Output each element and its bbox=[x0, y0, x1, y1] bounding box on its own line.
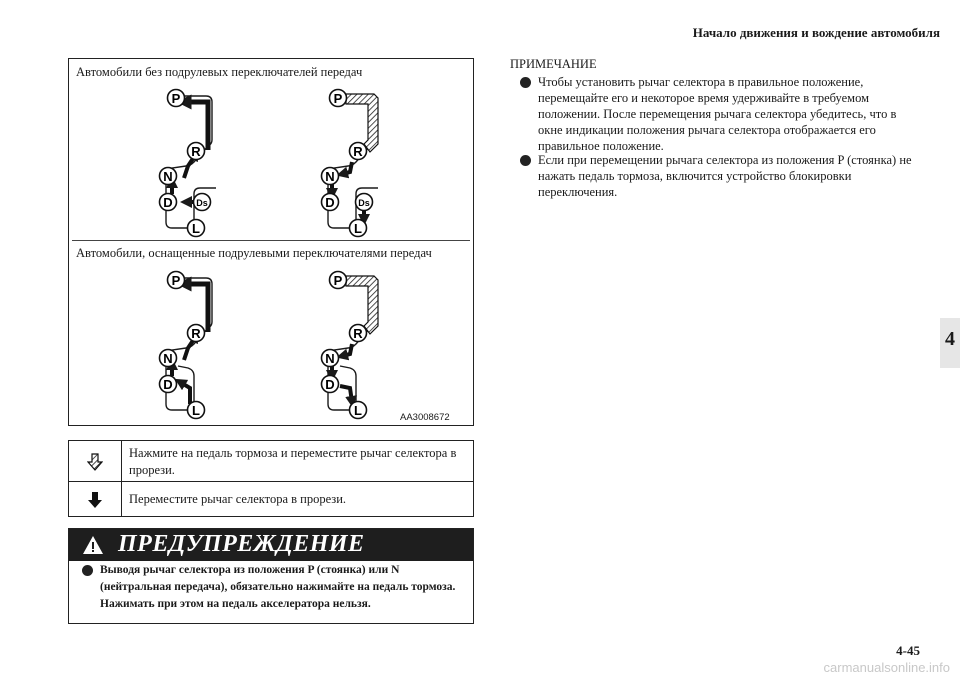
shift-gate-diagram-top-left bbox=[150, 82, 250, 240]
shift-gate-diagram-bottom-right bbox=[312, 264, 412, 422]
gear-label-n: N bbox=[163, 351, 173, 366]
bullet-icon bbox=[520, 155, 531, 166]
shift-gate-diagram-bottom-left bbox=[150, 264, 250, 422]
legend-text-solid: Переместите рычаг селектора в прорези. bbox=[129, 492, 347, 506]
gear-label-ds: Ds bbox=[196, 198, 208, 208]
shift-pattern-figure bbox=[68, 58, 474, 426]
gear-label-p: P bbox=[171, 91, 181, 106]
legend-row-hatched bbox=[69, 441, 473, 482]
figure-caption-no-paddles: Автомобили без подрулевых переключателей передач bbox=[76, 65, 363, 79]
gear-label-r: R bbox=[191, 144, 201, 159]
figure-divider bbox=[72, 240, 470, 241]
gear-label-n: N bbox=[325, 351, 335, 366]
gear-label-ds: Ds bbox=[358, 198, 370, 208]
gear-label-l: L bbox=[354, 221, 362, 236]
figure-code: AA3008672 bbox=[400, 412, 450, 423]
gear-label-l: L bbox=[192, 403, 200, 418]
page-number: 4-45 bbox=[896, 643, 920, 658]
gear-label-p: P bbox=[333, 91, 343, 106]
gear-label-n: N bbox=[325, 169, 335, 184]
gear-label-p: P bbox=[171, 273, 181, 288]
shift-gate-diagram-top-right bbox=[312, 82, 412, 240]
figure-caption-with-paddles: Автомобили, оснащенные подрулевыми переключателями передач bbox=[76, 246, 432, 260]
note-item-2: Если при перемещении рычага селектора из положения P (стоянка) не нажать педаль тормоза, включится устройство блокировки переключения. bbox=[538, 153, 912, 199]
legend-text-hatched: Нажмите на педаль тормоза и переместите рычаг селектора в прорези. bbox=[129, 446, 457, 477]
gear-label-l: L bbox=[192, 221, 200, 236]
note-title: ПРИМЕЧАНИЕ bbox=[510, 57, 597, 71]
note-item-1: Чтобы установить рычаг селектора в правильное положение, перемещайте его и некоторое время удерживайте в требуемом положении. После перемещения рычага селектора убедитесь, что в окне индикации положения рычага селектора отображается его правильное положение. bbox=[538, 75, 897, 153]
arrow-legend-table bbox=[68, 440, 474, 517]
warning-triangle-icon bbox=[82, 535, 104, 555]
gear-label-d: D bbox=[325, 195, 335, 210]
gear-label-d: D bbox=[325, 377, 335, 392]
gear-label-r: R bbox=[191, 326, 201, 341]
legend-row-solid bbox=[69, 482, 473, 517]
gear-label-d: D bbox=[163, 195, 173, 210]
watermark: carmanualsonline.info bbox=[823, 660, 950, 675]
gear-label-l: L bbox=[354, 403, 362, 418]
chapter-number: 4 bbox=[945, 328, 955, 350]
warning-text: Выводя рычаг селектора из положения P (стоянка) или N (нейтральная передача), обязательно нажимайте на педаль тормоза. Нажимать при этом на педаль акселератора нельзя. bbox=[100, 564, 456, 610]
gear-label-p: P bbox=[333, 273, 343, 288]
hatched-arrow-icon bbox=[87, 453, 103, 471]
warning-title: ПРЕДУПРЕЖДЕНИЕ bbox=[118, 531, 365, 557]
gear-label-r: R bbox=[353, 326, 363, 341]
bullet-icon bbox=[82, 565, 93, 576]
running-header: Начало движения и вождение автомобиля bbox=[692, 25, 940, 40]
solid-arrow-icon bbox=[87, 491, 103, 509]
bullet-icon bbox=[520, 77, 531, 88]
gear-label-n: N bbox=[163, 169, 173, 184]
gear-label-d: D bbox=[163, 377, 173, 392]
gear-label-r: R bbox=[353, 144, 363, 159]
